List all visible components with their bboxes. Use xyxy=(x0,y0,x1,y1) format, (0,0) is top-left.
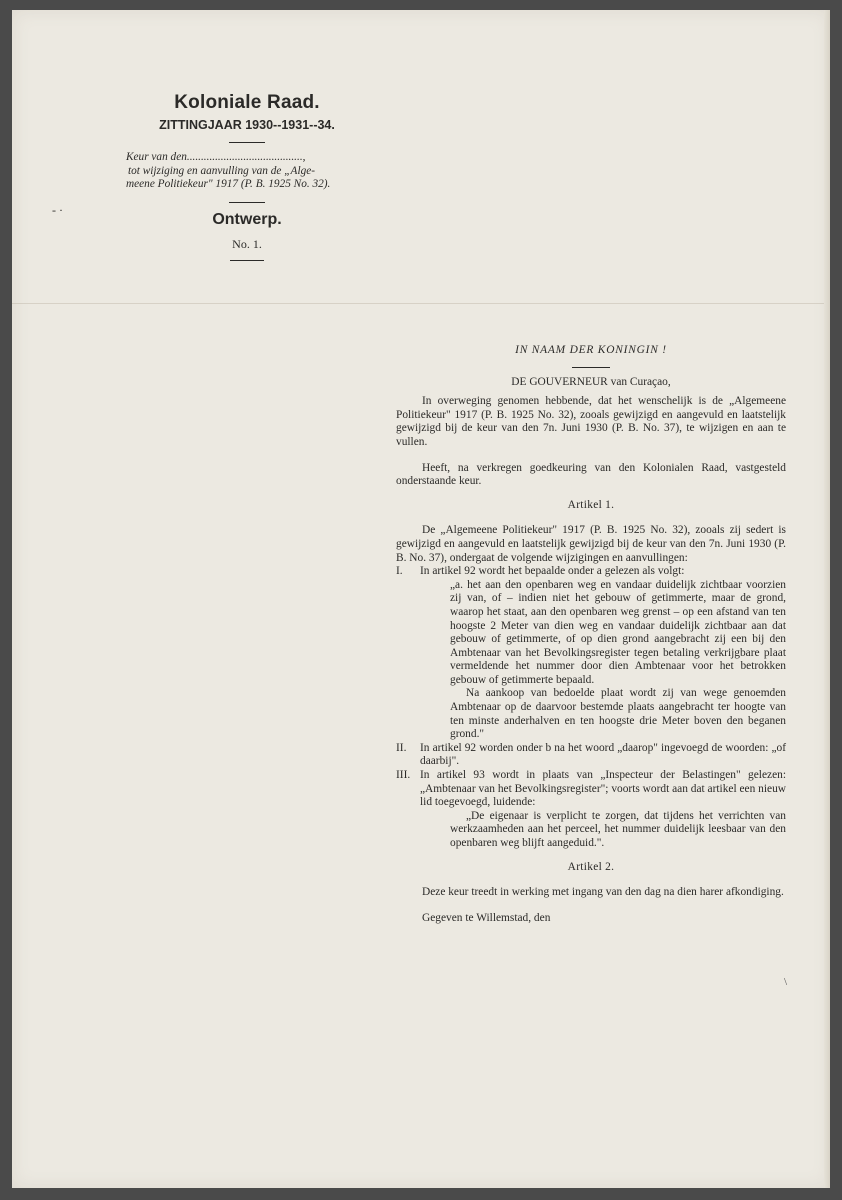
considering-paragraph: In overweging genomen hebbende, dat het wenschelijk is de „Algemeene Politiekeur" 1917 (P. B. 1925 No. 32), zooals gewijzigd en aangevuld en laatstelijk gewijzigd bij de keur van den 7n. Juni 1930 (P. B. No. 37), te wijzigen en aan te vullen. xyxy=(396,395,786,448)
keur-line-3: meene Politiekeur" 1917 (P. B. 1925 No. 32). xyxy=(126,178,331,190)
keur-line-2: tot wijziging en aanvulling van de „Alge- xyxy=(128,164,316,177)
item-text: In artikel 93 wordt in plaats van „Inspecteur der Belastingen" gelezen: „Ambtenaar van het Bevolkingsregister"; voorts wordt aan dat artikel een nieuw lid toegevoegd, luidende: xyxy=(420,769,786,809)
keur-line-1: Keur van den........................................., xyxy=(126,151,306,163)
article-2-text: Deze keur treedt in werking met ingang van den dag na dien harer afkondiging. xyxy=(422,886,784,899)
article-1-intro: De „Algemeene Politiekeur" 1917 (P. B. 1925 No. 32), zooals zij sedert is gewijzigd en aangevuld en laatstelijk gewijzigd bij de keur van den 7n. Juni 1930 (P. B. No. 37), ondergaat de volgende wijzigingen en aanvullingen: xyxy=(396,524,786,564)
header-rule-2 xyxy=(229,202,265,203)
item-text: In artikel 92 worden onder b na het woord „daarop" ingevoegd de woorden: „of daarbij". xyxy=(420,741,786,768)
page-edge xyxy=(824,10,830,1188)
article-1-heading: Artikel 1. xyxy=(567,498,615,511)
item-number: II. xyxy=(396,741,407,754)
header-rule-3 xyxy=(230,260,264,261)
amendment-item-II xyxy=(396,742,786,769)
document-body xyxy=(396,344,786,925)
keur-description xyxy=(108,151,384,192)
document-header xyxy=(108,92,386,261)
invocation: IN NAAM DER KONINGIN ! xyxy=(515,344,667,356)
margin-mark: - · xyxy=(52,203,63,217)
invocation-rule xyxy=(572,367,610,368)
item-I-quote: „a. het aan den openbaren weg en vandaar duidelijk zichtbaar voorzien zij van, of – indien niet het gebouw of getimmerte, maar de grond, waarop het staat, aan den openbaren weg grenst – op een afstand van ten hoogste 2 Meter van dien weg en vandaar duidelijk zichtbaar aan dat gebouw of getimmerte, of op dien grond aangebracht zij een bij den Ambtenaar van het Bevolkingsregister tegen betaling verkrijgbare plaat vermeldende het nummer door dien Ambtenaar voor het betrokken gebouw of getimmerte bepaald. xyxy=(450,578,786,686)
council-title: Koloniale Raad. xyxy=(174,92,320,113)
item-III-quote: „De eigenaar is verplicht te zorgen, dat tijdens het verrichten van werkzaamheden aan het perceel, het nummer duidelijk leesbaar van den openbaren weg blijft aangeduid.". xyxy=(450,809,786,849)
item-number: III. xyxy=(396,769,411,782)
session-years: ZITTINGJAAR 1930--1931--34. xyxy=(159,118,335,132)
amendment-item-I xyxy=(396,565,786,579)
item-text: In artikel 92 wordt het bepaalde onder a gelezen als volgt: xyxy=(420,565,685,578)
fold-line xyxy=(12,303,830,304)
article-2-heading: Artikel 2. xyxy=(567,860,615,873)
draft-number: No. 1. xyxy=(232,236,262,251)
given-at-line: Gegeven te Willemstad, den xyxy=(422,911,551,924)
item-I-quote-continued: Na aankoop van bedoelde plaat wordt zij van wege genoemden Ambtenaar op de daarvoor bestemde plaats aangebracht ter hoogte van ten minste anderhalven en ten hoogste drie Meter boven den beganen grond." xyxy=(450,687,786,741)
approval-paragraph: Heeft, na verkregen goedkeuring van den Kolonialen Raad, vastgesteld onderstaande keur. xyxy=(396,461,786,488)
draft-label: Ontwerp. xyxy=(212,210,282,228)
header-rule xyxy=(229,142,265,143)
item-number: I. xyxy=(396,565,403,578)
pencil-mark: \ xyxy=(784,976,788,988)
governor-line: DE GOUVERNEUR van Curaçao, xyxy=(511,375,671,388)
amendment-item-III xyxy=(396,769,786,810)
